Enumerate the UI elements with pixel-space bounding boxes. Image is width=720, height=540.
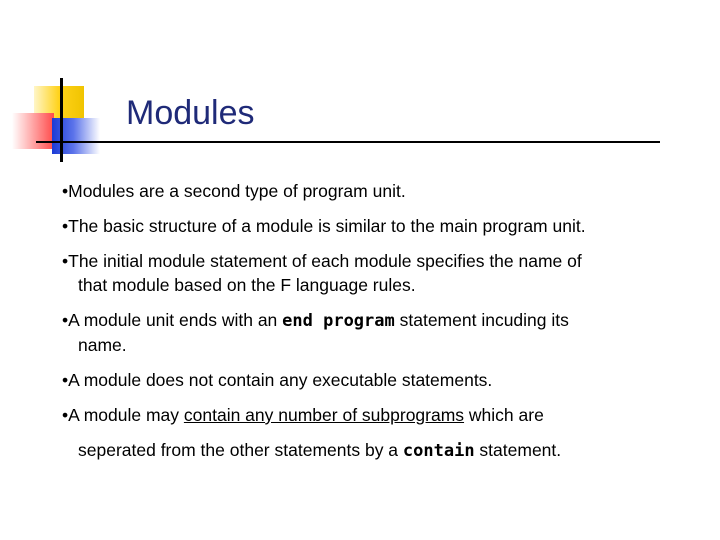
slide-title: Modules bbox=[126, 94, 255, 132]
bullet-modules-program-unit: •Modules are a second type of program unit. bbox=[62, 181, 406, 201]
red-square bbox=[12, 113, 54, 149]
underlined-subprograms: contain any number of subprograms bbox=[183, 405, 465, 425]
bullet-module-ends-text-after: statement incuding its bbox=[394, 310, 569, 330]
bullet-module-ends-text: •A module unit ends with an bbox=[62, 310, 283, 330]
bullet-initial-statement-continued: that module based on the F language rules. bbox=[78, 275, 416, 295]
bullet-separated-text: seperated from the other statements by a bbox=[78, 440, 403, 460]
bullet-separated-text-after: statement. bbox=[474, 440, 562, 460]
bullet-no-executable: •A module does not contain any executable statements. bbox=[62, 370, 493, 390]
bullet-subprograms bbox=[62, 403, 712, 427]
code-end-program: end program bbox=[282, 311, 395, 331]
bullet-module-ends-continued: name. bbox=[78, 335, 127, 355]
blue-square bbox=[52, 118, 100, 154]
slide-body bbox=[62, 179, 712, 463]
horizontal-rule bbox=[36, 141, 660, 143]
bullet-basic-structure: •The basic structure of a module is similar to the main program unit. bbox=[62, 216, 586, 236]
vertical-rule bbox=[60, 78, 63, 162]
code-contain: contain bbox=[402, 441, 475, 461]
bullet-subprograms-text-after: which are bbox=[464, 405, 544, 425]
bullet-subprograms-text: •A module may bbox=[62, 405, 184, 425]
bullet-module-ends bbox=[62, 308, 712, 333]
bullet-initial-statement: •The initial module statement of each module specifies the name of bbox=[62, 251, 582, 271]
bullet-subprograms-continued bbox=[62, 438, 712, 463]
